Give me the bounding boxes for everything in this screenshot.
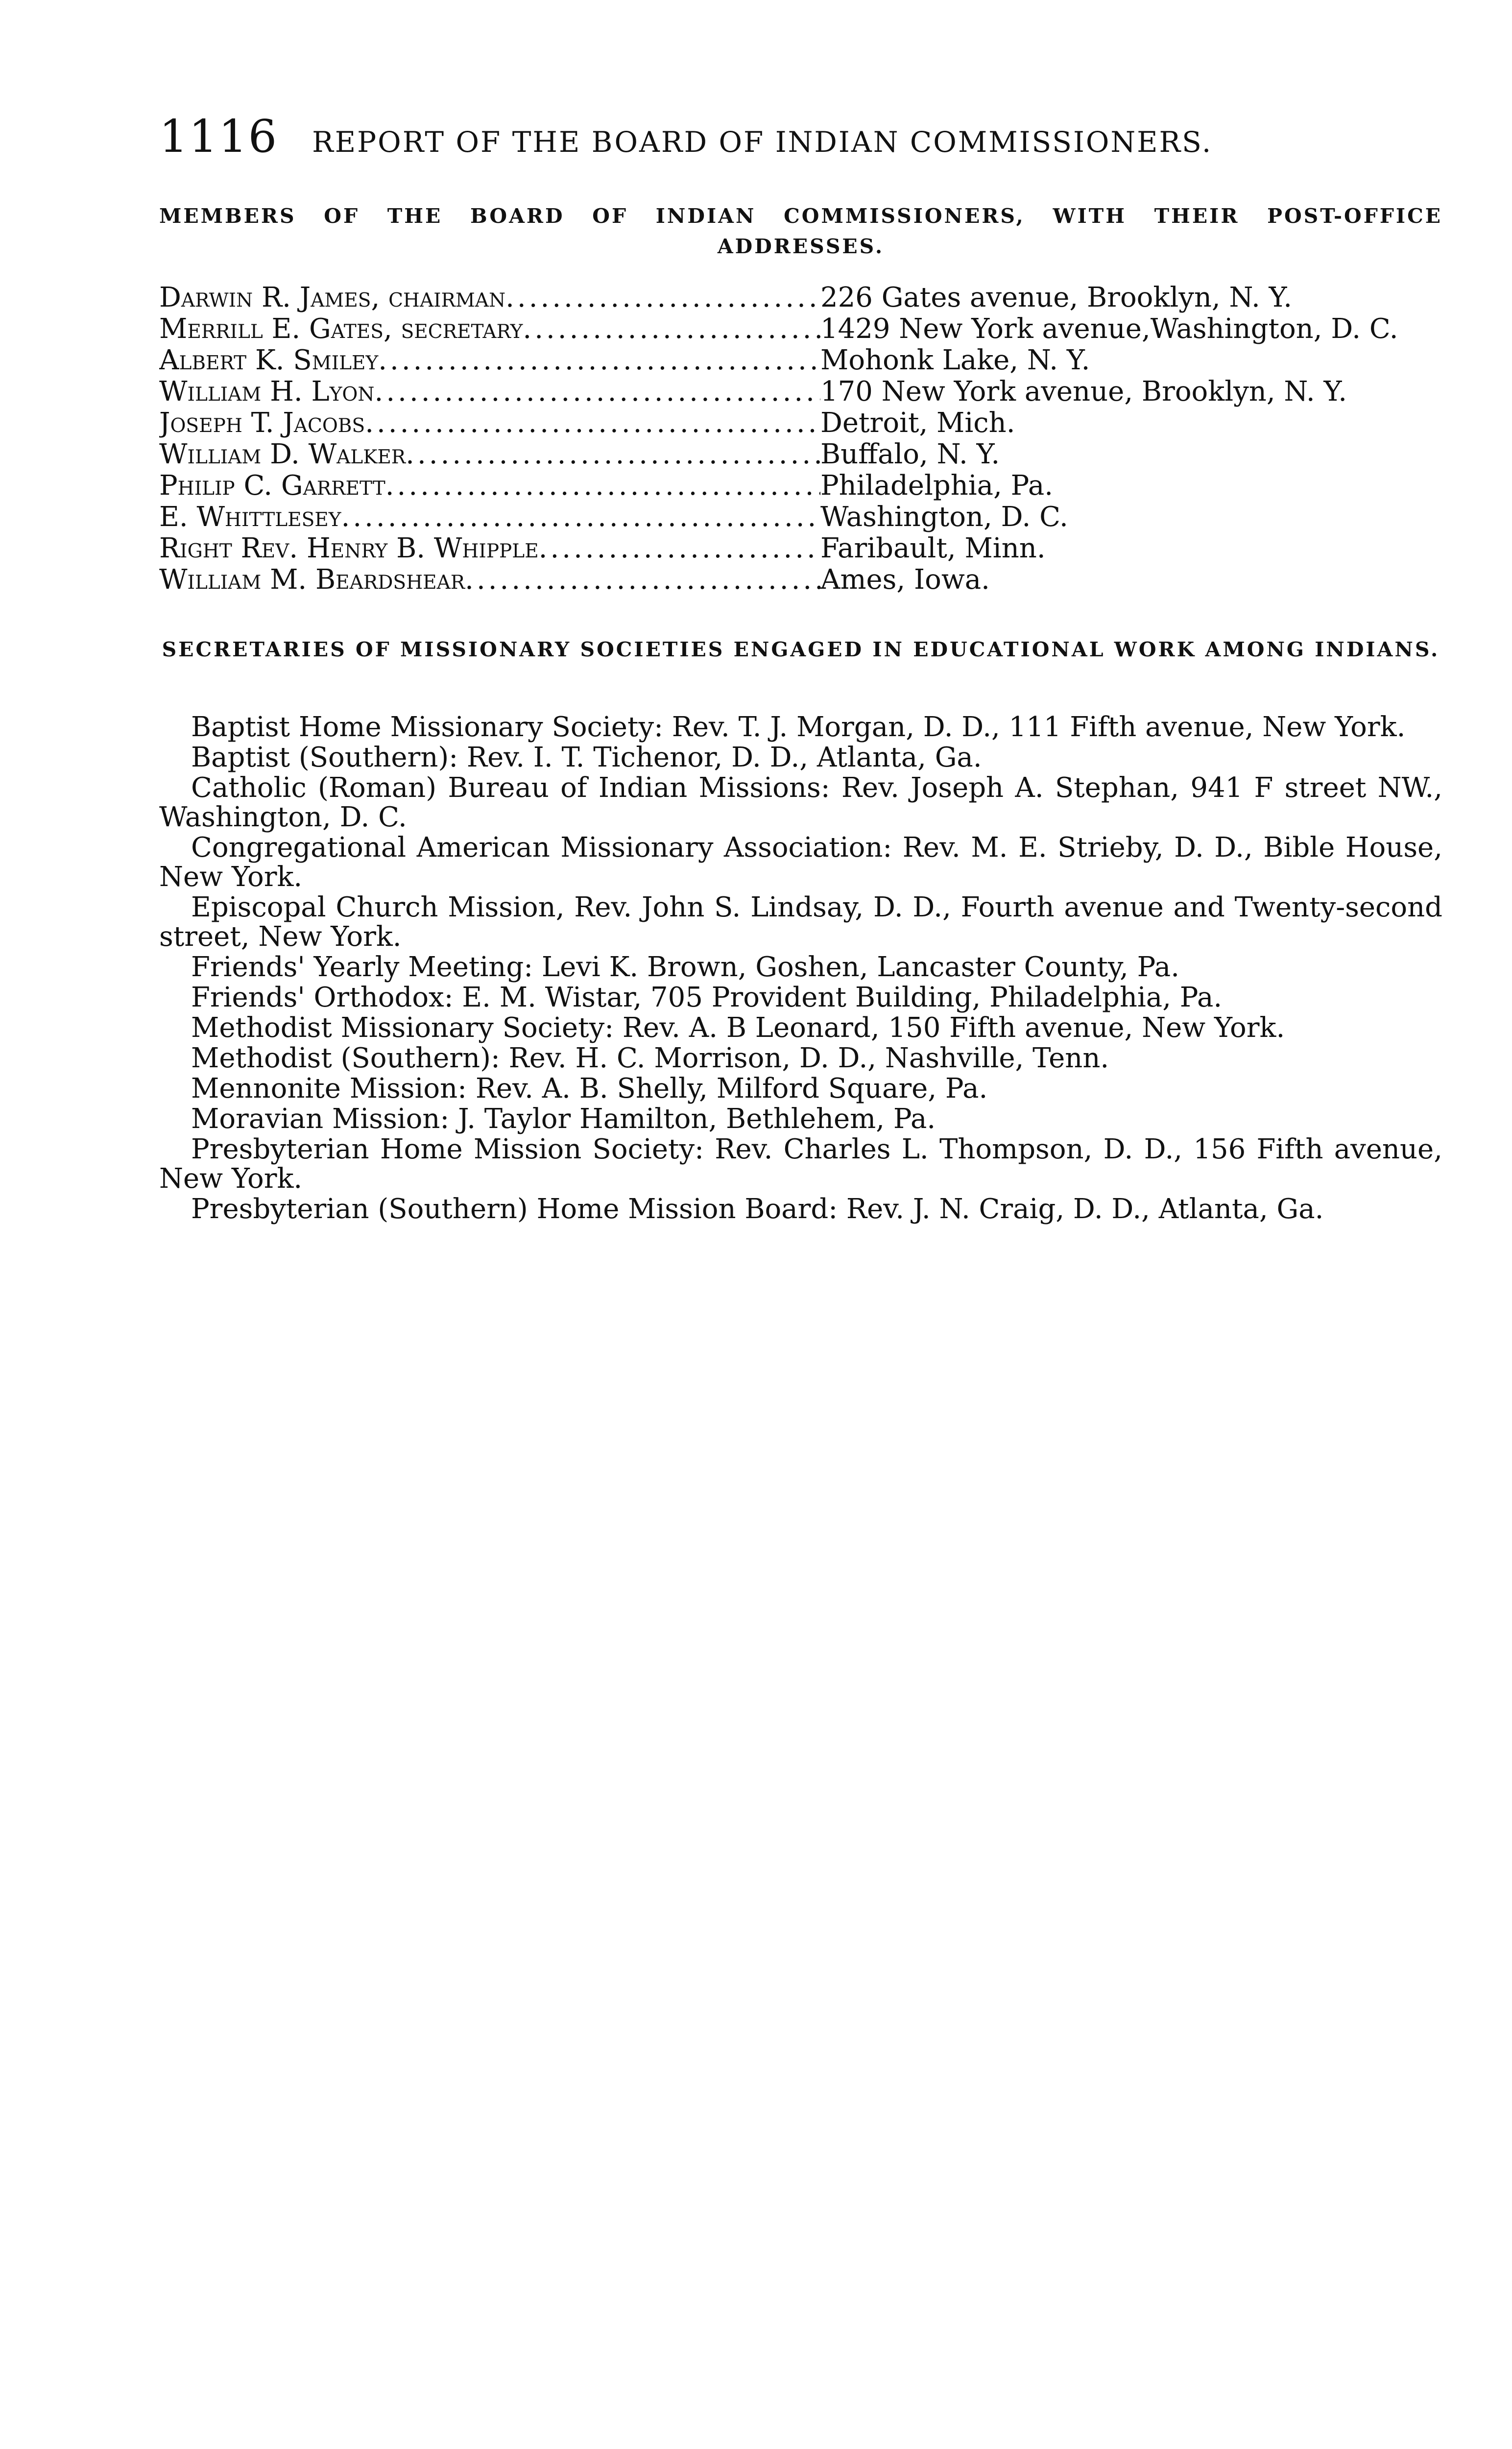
member-name: E. Whittlesey [159, 501, 341, 533]
member-name: Philip C. Garrett [159, 470, 385, 502]
member-row [159, 407, 1442, 438]
list-item: Friends' Orthodox: E. M. Wistar, 705 Provident Building, Philadelphia, Pa. [191, 982, 1223, 1013]
member-name: Darwin R. James, chairman [159, 282, 506, 313]
member-name: Albert K. Smiley [159, 344, 379, 376]
member-address: Detroit, Mich. [820, 407, 1015, 439]
member-address: Faribault, Minn. [820, 532, 1046, 564]
member-address: Buffalo, N. Y. [820, 438, 1000, 470]
list-item: Methodist Missionary Society: Rev. A. B Leonard, 150 Fifth avenue, New York. [191, 1012, 1285, 1044]
list-item: Mennonite Mission: Rev. A. B. Shelly, Milford Square, Pa. [191, 1073, 988, 1104]
list-item: Catholic (Roman) Bureau of Indian Missions: Rev. Joseph A. Stephan, 941 F street NW., Washington, D. C. [159, 772, 1442, 833]
member-row [159, 532, 1442, 564]
member-row [159, 376, 1442, 407]
list-item: Presbyterian Home Mission Society: Rev. Charles L. Thompson, D. D., 156 Fifth avenue, New York. [159, 1133, 1442, 1195]
members-heading: MEMBERS OF THE BOARD OF INDIAN COMMISSIONERS, WITH THEIR POST-OFFICE ADDRESSES. [159, 204, 1442, 258]
member-address: Mohonk Lake, N. Y. [820, 344, 1090, 376]
members-list [159, 282, 1442, 595]
list-item: Presbyterian (Southern) Home Mission Board: Rev. J. N. Craig, D. D., Atlanta, Ga. [191, 1193, 1324, 1225]
list-item: Congregational American Missionary Association: Rev. M. E. Strieby, D. D., Bible House, New York. [159, 832, 1442, 893]
member-address: 226 Gates avenue, Brooklyn, N. Y. [820, 282, 1293, 313]
page-number: 1116 [159, 110, 278, 163]
member-name: Right Rev. Henry B. Whipple [159, 532, 539, 564]
member-row [159, 344, 1442, 376]
member-row [159, 564, 1442, 595]
list-item: Friends' Yearly Meeting: Levi K. Brown, Goshen, Lancaster County, Pa. [191, 951, 1179, 983]
member-row [159, 501, 1442, 532]
member-name: William M. Beardshear [159, 564, 465, 596]
list-item: Baptist Home Missionary Society: Rev. T. J. Morgan, D. D., 111 Fifth avenue, New York. [191, 711, 1406, 743]
list-item: Moravian Mission: J. Taylor Hamilton, Bethlehem, Pa. [191, 1103, 936, 1135]
list-item: Baptist (Southern): Rev. I. T. Tichenor, D. D., Atlanta, Ga. [191, 742, 982, 773]
member-address: Philadelphia, Pa. [820, 470, 1054, 502]
member-row [159, 282, 1442, 313]
member-name: William H. Lyon [159, 376, 375, 408]
page-header [159, 110, 1442, 169]
member-address: 170 New York avenue, Brooklyn, N. Y. [820, 376, 1347, 408]
member-address: Ames, Iowa. [820, 564, 990, 596]
member-address: 1429 New York avenue,Washington, D. C. [820, 313, 1398, 345]
member-name: William D. Walker [159, 438, 406, 470]
running-title: REPORT OF THE BOARD OF INDIAN COMMISSIONERS. [312, 125, 1213, 159]
member-row [159, 438, 1442, 470]
member-name: Merrill E. Gates, secretary [159, 313, 523, 345]
list-item: Methodist (Southern): Rev. H. C. Morrison, D. D., Nashville, Tenn. [191, 1042, 1109, 1074]
member-address: Washington, D. C. [820, 501, 1068, 533]
member-row [159, 313, 1442, 344]
societies-list [159, 713, 1442, 1225]
member-name: Joseph T. Jacobs [159, 407, 365, 439]
list-item: Episcopal Church Mission, Rev. John S. Lindsay, D. D., Fourth avenue and Twenty-second street, New York. [159, 891, 1442, 953]
member-row [159, 470, 1442, 501]
societies-heading: SECRETARIES OF MISSIONARY SOCIETIES ENGAGED IN EDUCATIONAL WORK AMONG INDIANS. [162, 638, 1440, 661]
